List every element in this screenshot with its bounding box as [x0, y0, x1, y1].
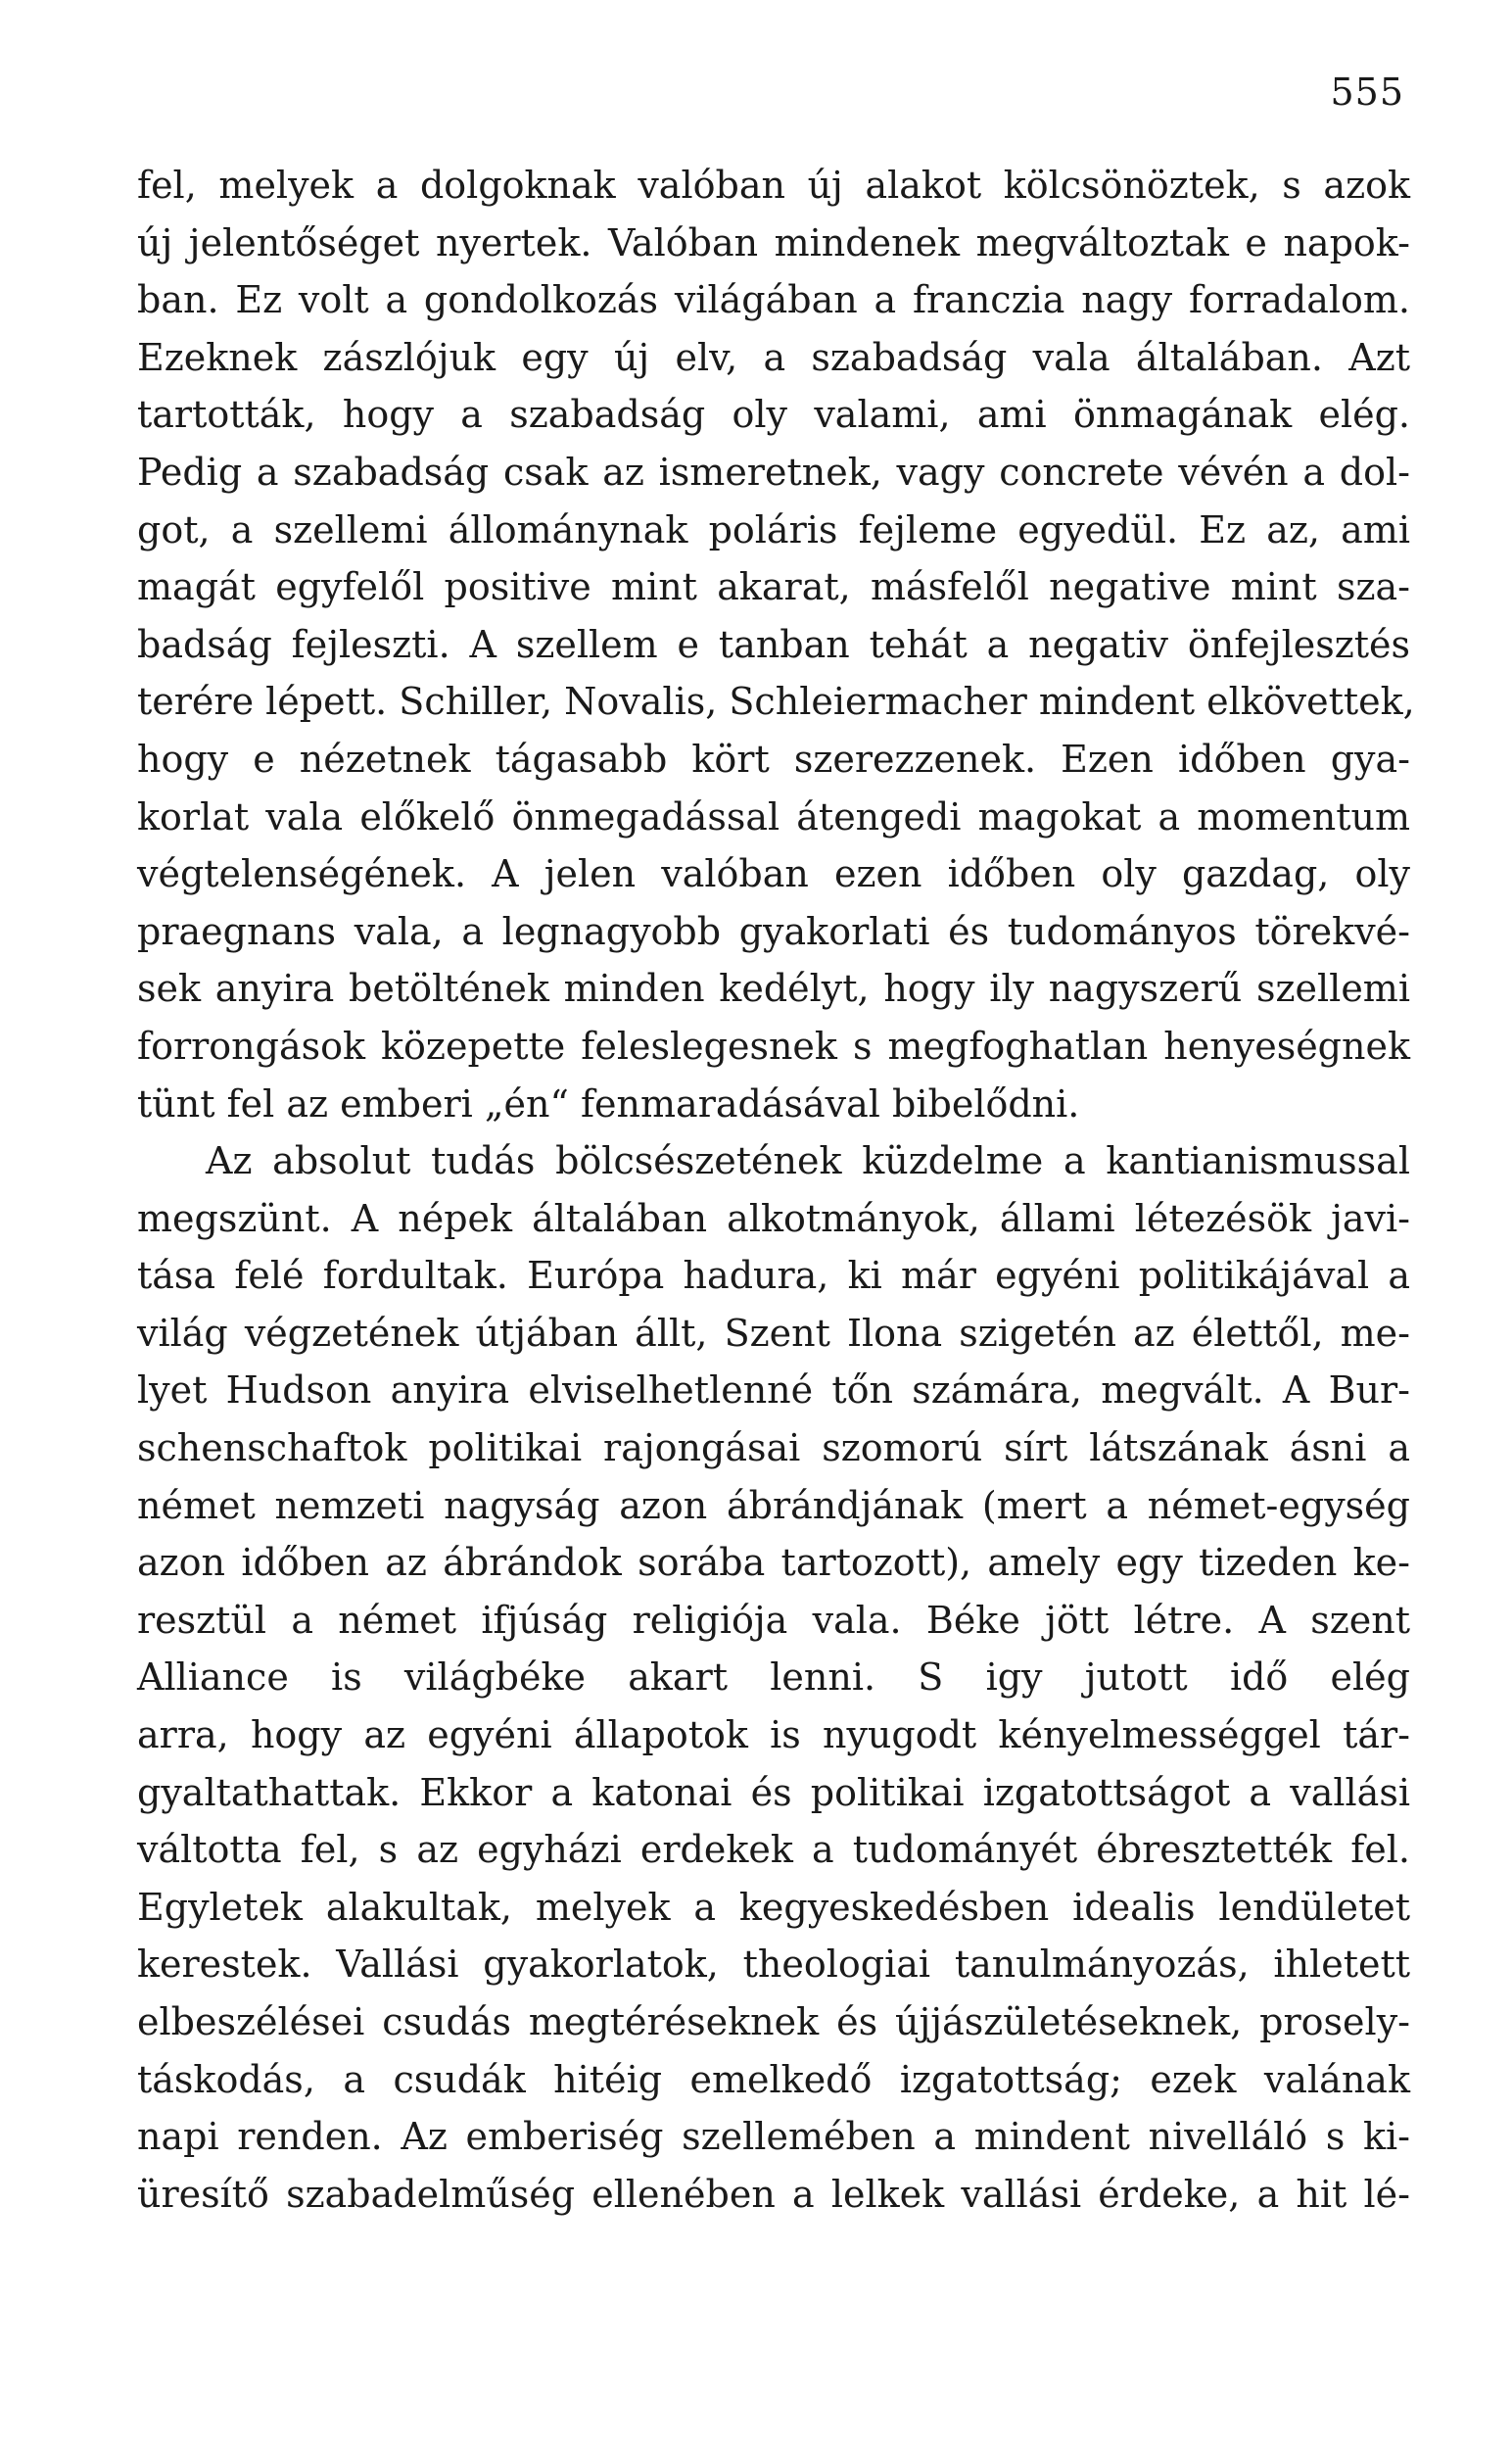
text-line: világ végzetének útjában állt, Szent Ilona szigetén az élettől, me-	[137, 1311, 1410, 1355]
text-line: azon időben az ábrándok sorába tartozott), amely egy tizeden ke-	[137, 1541, 1410, 1585]
paragraph-start-line: Az absolut tudás bölcsészetének küzdelme a kantianismussal	[206, 1139, 1410, 1183]
text-line: végtelenségének. A jelen valóban ezen időben oly gazdag, oly	[137, 852, 1410, 896]
text-line: német nemzeti nagyság azon ábrándjának (mert a német-egység	[137, 1483, 1410, 1527]
text-line: új jelentőséget nyertek. Valóban mindenek megváltoztak e napok-	[137, 220, 1410, 264]
text-line: got, a szellemi állománynak poláris fejleme egyedül. Ez az, ami	[137, 507, 1410, 552]
text-line: táskodás, a csudák hitéig emelkedő izgatottság; ezek valának	[137, 2057, 1410, 2101]
text-line: schenschaftok politikai rajongásai szomorú sírt látszának ásni a	[137, 1426, 1410, 1470]
text-line: praegnans vala, a legnagyobb gyakorlati és tudományos törekvé-	[137, 909, 1410, 953]
text-line: badság fejleszti. A szellem e tanban tehát a negativ önfejlesztés	[137, 622, 1410, 666]
page-number: 555	[1330, 71, 1404, 114]
text-line: Egyletek alakultak, melyek a kegyeskedésben idealis lendületet	[137, 1885, 1410, 1929]
text-line: gyaltathattak. Ekkor a katonai és politikai izgatottságot a vallási	[137, 1770, 1410, 1814]
text-line: napi renden. Az emberiség szellemében a mindent nivelláló s ki-	[137, 2115, 1410, 2159]
text-line: kerestek. Vallási gyakorlatok, theologiai tanulmányozás, ihletett	[137, 1942, 1410, 1987]
text-line: korlat vala előkelő önmegadással átengedi magokat a momentum	[137, 794, 1410, 839]
text-line: terére lépett. Schiller, Novalis, Schleiermacher mindent elkövettek,	[137, 680, 1415, 724]
text-line: váltotta fel, s az egyházi erdekek a tudományét ébresztették fel.	[137, 1828, 1410, 1872]
text-line: elbeszélései csudás megtéréseknek és újjászületéseknek, prosely-	[137, 2000, 1410, 2043]
text-line: magát egyfelől positive mint akarat, másfelől negative mint sza-	[137, 565, 1410, 609]
text-line: resztül a német ifjúság religiója vala. Béke jött létre. A szent	[137, 1598, 1410, 1642]
text-line: Pedig a szabadság csak az ismeretnek, vagy concrete vévén a dol-	[137, 450, 1410, 494]
text-line: fel, melyek a dolgoknak valóban új alakot kölcsönöztek, s azok	[137, 164, 1410, 207]
text-line: üresítő szabadelműség ellenében a lelkek vallási érdeke, a hit lé-	[137, 2172, 1410, 2216]
text-line: ban. Ez volt a gondolkozás világában a franczia nagy forradalom.	[137, 278, 1410, 322]
text-line: Alliance is világbéke akart lenni. S igy jutott idő elég	[137, 1655, 1410, 1700]
text-line: megszünt. A népek általában alkotmányok, állami létezésök javi-	[137, 1196, 1410, 1240]
text-line: tartották, hogy a szabadság oly valami, ami önmagának elég.	[137, 393, 1410, 437]
text-line: arra, hogy az egyéni állapotok is nyugodt kényelmességgel tár-	[137, 1713, 1410, 1757]
text-line: sek anyira betöltének minden kedélyt, hogy ily nagyszerű szellemi	[137, 967, 1410, 1011]
text-line: hogy e nézetnek tágasabb kört szerezzenek. Ezen időben gya-	[137, 737, 1410, 781]
body-text	[137, 157, 1415, 2223]
text-line: tása felé fordultak. Európa hadura, ki már egyéni politikájával a	[137, 1254, 1410, 1298]
text-line: forrongások közepette feleslegesnek s megfoghatlan henyeségnek	[137, 1024, 1410, 1068]
text-line: Ezeknek zászlójuk egy új elv, a szabadság vala általában. Azt	[137, 335, 1410, 379]
paragraph-end-line: tünt fel az emberi „én“ fenmaradásával bibelődni.	[137, 1081, 1080, 1126]
text-line: lyet Hudson anyira elviselhetlenné tőn számára, megvált. A Bur-	[137, 1368, 1410, 1413]
